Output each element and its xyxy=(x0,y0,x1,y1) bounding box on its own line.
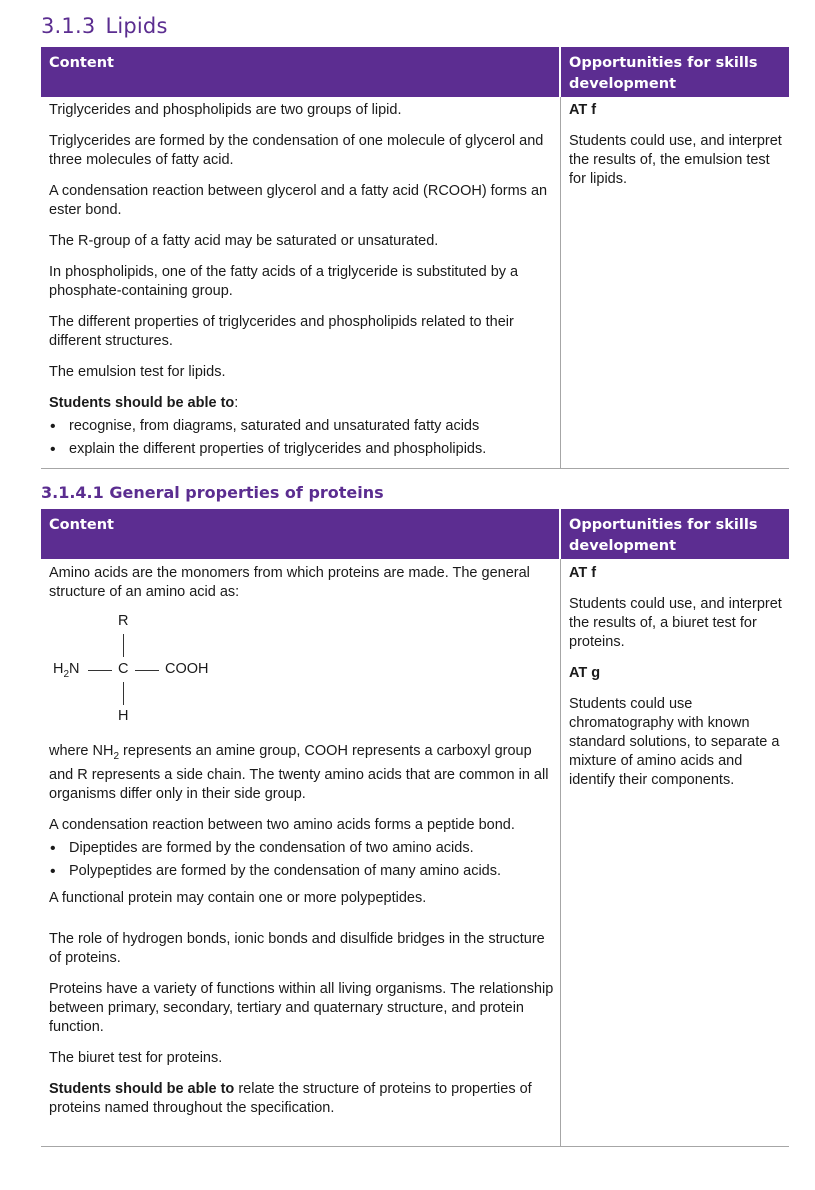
paragraph: The biuret test for proteins. xyxy=(49,1049,223,1066)
paragraph: The different properties of triglycerides and phospholipids related to their different structures. xyxy=(49,314,514,349)
able-to-line: Students should be able to: xyxy=(49,395,239,411)
paragraph: Triglycerides are formed by the condensation of one molecule of glycerol and three molecules of fatty acid. xyxy=(49,133,544,168)
paragraph: Amino acids are the monomers from which proteins are made. The general structure of an amino acid as: xyxy=(49,565,530,600)
bond-line xyxy=(123,682,124,705)
bullet-list xyxy=(49,839,554,881)
skill-text: Students could use, and interpret the results of, a biuret test for proteins. xyxy=(569,596,782,650)
skills-header: Opportunities for skills development xyxy=(561,47,789,97)
struct-h: H xyxy=(118,708,129,724)
list-item: • Dipeptides are formed by the condensation of two amino acids. xyxy=(49,839,554,858)
skill-text: Students could use chromatography with known standard solutions, to separate a mixture of amino acids and identify their components. xyxy=(569,696,780,788)
column-divider xyxy=(560,559,561,1147)
lipids-table xyxy=(41,47,789,469)
proteins-skills xyxy=(569,564,784,802)
section-number: 3.1.3 xyxy=(41,14,96,38)
content-header: Content xyxy=(41,509,559,559)
paragraph: The role of hydrogen bonds, ionic bonds and disulfide bridges in the structure of proteins. xyxy=(49,930,545,966)
skills-header: Opportunities for skills development xyxy=(561,509,789,559)
section-heading-lipids xyxy=(41,14,168,38)
paragraph: A condensation reaction between glycerol and a fatty acid (RCOOH) forms an ester bond. xyxy=(49,183,548,218)
bullet-list xyxy=(49,417,554,459)
list-item: • recognise, from diagrams, saturated and unsaturated fatty acids xyxy=(49,417,554,436)
paragraph: Proteins have a variety of functions within all living organisms. The relationship between primary, secondary, tertiary and quaternary structure, and protein function. xyxy=(49,980,554,1035)
amino-acid-structure xyxy=(49,612,299,742)
paragraph: The emulsion test for lipids. xyxy=(49,364,226,380)
proteins-table xyxy=(41,509,789,1147)
lipids-content xyxy=(49,101,554,463)
proteins-content xyxy=(49,564,554,1130)
paragraph: In phospholipids, one of the fatty acids of a triglyceride is substituted by a phosphate-containing group. xyxy=(49,264,519,299)
bond-line xyxy=(135,670,159,671)
paragraph: where $NH_2$ represents an amine group, COOH represents a carboxyl group and R represents a side chain. The twenty amino acids that are common in all organisms differ only in their side group. xyxy=(49,743,549,802)
paragraph: The R-group of a fatty acid may be saturated or unsaturated. xyxy=(49,233,439,249)
lipids-skills xyxy=(569,101,784,201)
list-item: • explain the different properties of triglycerides and phospholipids. xyxy=(49,440,554,459)
column-divider xyxy=(560,97,561,469)
skill-text: Students could use, and interpret the results of, the emulsion test for lipids. xyxy=(569,133,782,187)
list-item: • Polypeptides are formed by the condensation of many amino acids. xyxy=(49,862,554,881)
section-title: Lipids xyxy=(105,14,168,38)
content-header: Content xyxy=(41,47,559,97)
struct-cooh: COOH xyxy=(165,661,209,677)
able-to-line: Students should be able to relate the structure of proteins to properties of proteins named throughout the specification. xyxy=(49,1080,532,1116)
skill-label: AT f xyxy=(569,102,597,118)
paragraph: A functional protein may contain one or more polypeptides. xyxy=(49,889,427,906)
skill-label: AT f xyxy=(569,565,597,581)
struct-amine: $H_2N$ xyxy=(53,661,80,680)
section-heading-proteins: 3.1.4.1 General properties of proteins xyxy=(41,483,384,502)
paragraph: A condensation reaction between two amino acids forms a peptide bond. xyxy=(49,816,515,833)
table-bottom-rule xyxy=(41,1146,789,1147)
table-bottom-rule xyxy=(41,468,789,469)
bond-line xyxy=(88,670,112,671)
struct-c: C xyxy=(118,661,129,677)
bond-line xyxy=(123,634,124,657)
skill-label: AT g xyxy=(569,665,601,681)
paragraph: Triglycerides and phospholipids are two groups of lipid. xyxy=(49,102,402,118)
struct-r: R xyxy=(118,613,129,629)
